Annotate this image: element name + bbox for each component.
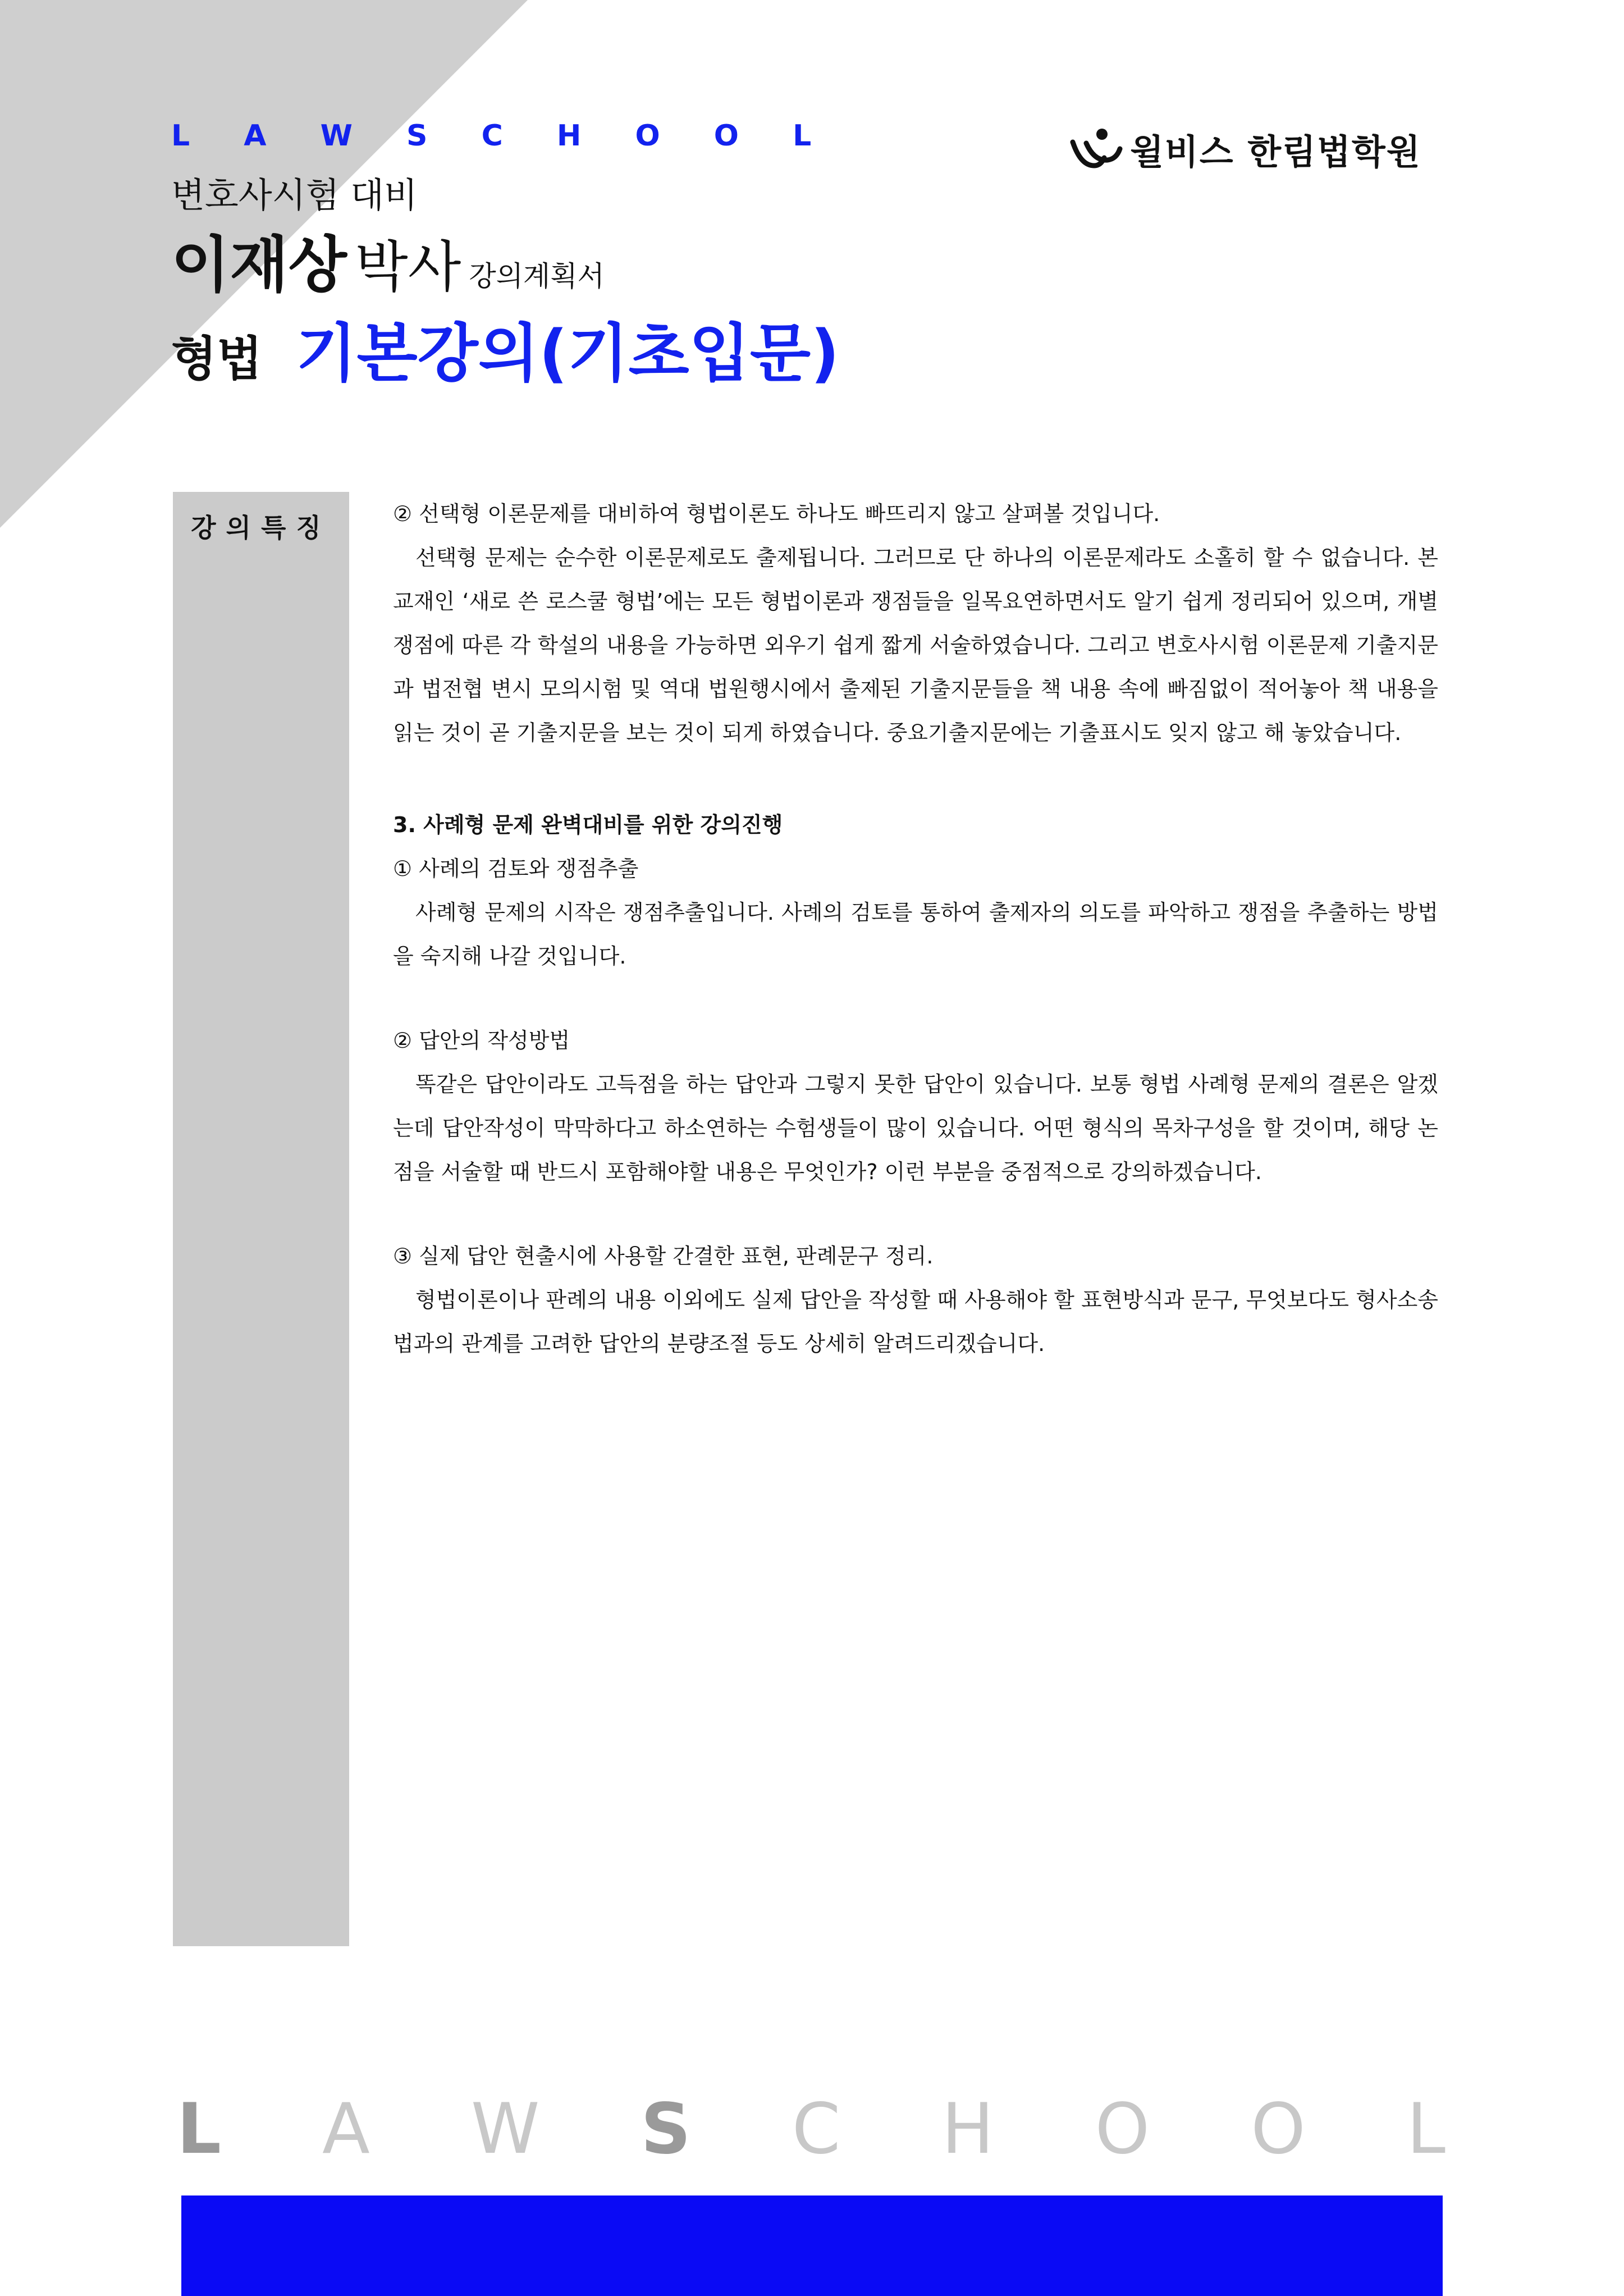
course-line [171,303,839,394]
section-3-item-2-heading: ② 답안의 작성방법 [393,1028,570,1053]
instructor-line [171,216,605,303]
section-3-heading: 3. 사례형 문제 완벽대비를 위한 강의진행 [393,812,783,837]
point-2-heading: ② 선택형 이론문제를 대비하여 형법이론도 하나도 빠뜨리지 않고 살펴볼 것입니다. [393,501,1160,526]
footer-letter: C [792,2089,841,2170]
course-title: 기본강의(기초입문) [296,317,840,390]
brand-lawschool: L A W S C H O O L [171,119,834,153]
lecture-plan-label: 강의계획서 [469,260,605,293]
academy-logo [1069,124,1421,174]
footer-letter: O [1095,2089,1150,2170]
footer-letter: A [322,2089,370,2170]
section-3-item-2-body: 똑같은 답안이라도 고득점을 하는 답안과 그렇지 못한 답안이 있습니다. 보통 형법 사례형 문제의 결론은 알겠는데 답안작성이 막막하다고 하소연하는 수험생들이 많이 있습니다. 어떤 형식의 목차구성을 할 것이며, 해당 논점을 서술할 때 반드시 포함해야할 내용은 무엇인가? 이런 부분을 중점적으로 강의하겠습니다. [393,1072,1438,1184]
subject-label: 형법 [171,331,263,386]
section-3-item-1-heading: ① 사례의 검토와 쟁점추출 [393,856,639,881]
point-2-body: 선택형 문제는 순수한 이론문제로도 출제됩니다. 그러므로 단 하나의 이론문제라도 소홀히 할 수 없습니다. 본 교재인 ‘새로 쓴 로스쿨 형법’에는 모든 형법이론과 쟁점들을 일목요연하면서도 알기 쉽게 정리되어 있으며, 개별쟁점에 따른 각 학설의 내용을 가능하면 외우기 쉽게 짧게 서술하였습니다. 그리고 변호사시험 이론문제 기출지문과 법전협 변시 모의시험 및 역대 법원행시에서 출제된 기출지문들을 책 내용 속에 빠짐없이 적어놓아 책 내용을 읽는 것이 곧 기출지문을 보는 것이 되게 하였습니다. 중요기출지문에는 기출표시도 잊지 않고 해 놓았습니다. [393,545,1438,745]
academy-logo-icon [1069,126,1123,171]
footer-letter: S [641,2089,691,2170]
footer-letter: L [1406,2089,1445,2170]
lecture-features-content [393,492,1438,1366]
footer-letter: W [470,2089,540,2170]
footer-lawschool-letters [177,2089,1445,2170]
exam-subtitle: 변호사시험 대비 [171,175,418,216]
footer-letter: H [941,2089,994,2170]
footer-letter: L [177,2089,222,2170]
section-3-item-1-body: 사례형 문제의 시작은 쟁점추출입니다. 사례의 검토를 통하여 출제자의 의도를 파악하고 쟁점을 추출하는 방법을 숙지해 나갈 것입니다. [393,900,1438,969]
instructor-title: 박사 [354,235,461,299]
sidebar-panel [173,492,349,1946]
bottom-blue-bar [181,2195,1443,2296]
footer-letter: O [1251,2089,1306,2170]
academy-logo-text: 윌비스 한림법학원 [1130,131,1421,172]
section-3-item-3-heading: ③ 실제 답안 현출시에 사용할 간결한 표현, 판례문구 정리. [393,1244,934,1268]
instructor-name: 이재상 [171,230,347,300]
section-3-item-3-body: 형법이론이나 판례의 내용 이외에도 실제 답안을 작성할 때 사용해야 할 표현방식과 문구, 무엇보다도 형사소송법과의 관계를 고려한 답안의 분량조절 등도 상세히 알려드리겠습니다. [393,1288,1438,1356]
sidebar-label: 강의특징 [191,513,331,543]
